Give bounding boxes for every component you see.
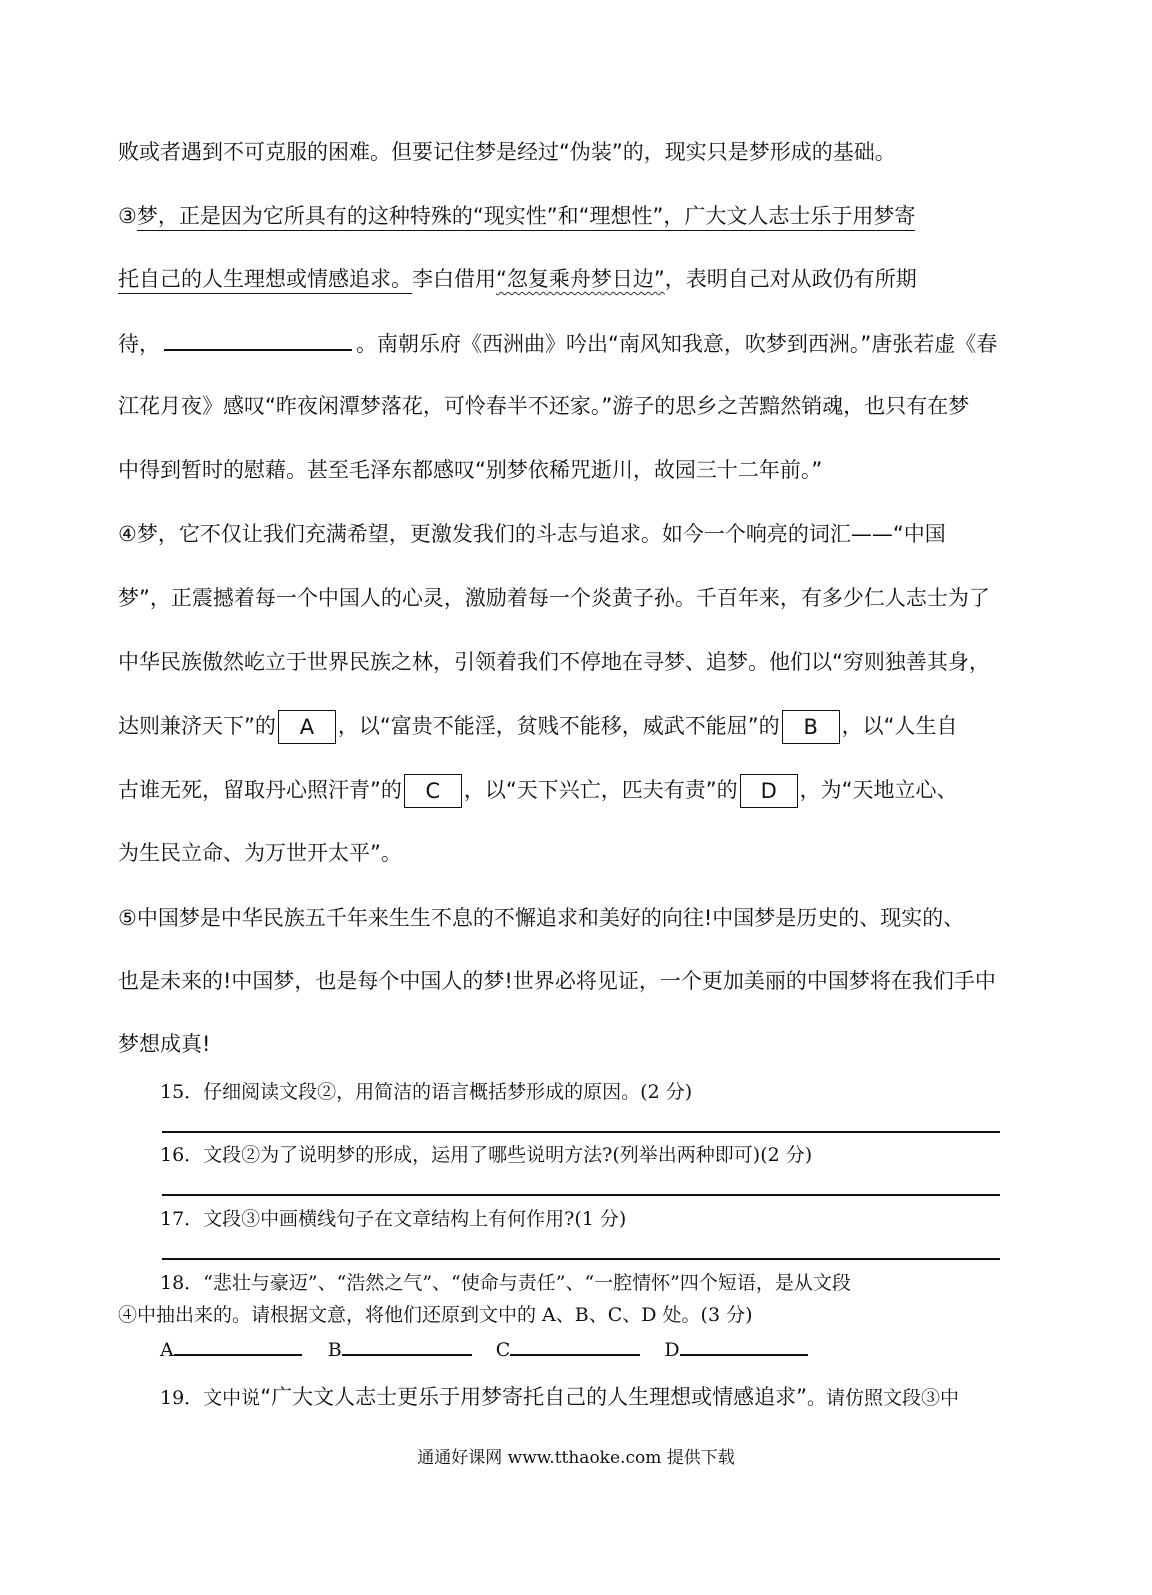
question-17: 17．文段③中画横线句子在文章结构上有何作用?(1 分) bbox=[160, 1208, 627, 1230]
para4-line5: 古谁无死，留取丹心照汗青”的 C ，以“天下兴亡，匹夫有责”的 D ，为“天地立心、 bbox=[118, 774, 958, 808]
fill-blank[interactable] bbox=[164, 329, 352, 351]
para5-line2: 也是未来的!中国梦，也是每个中国人的梦!世界必将见证，一个更加美丽的中国梦将在我们手中 bbox=[118, 969, 996, 993]
question-18-line1: 18．“悲壮与豪迈”、“浩然之气”、“使命与责任”、“一腔情怀”四个短语，是从文段 bbox=[160, 1272, 851, 1294]
para3-line4: 江花月夜》感叹“昨夜闲潭梦落花，可怜春半不还家。”游子的思乡之苦黯然销魂，也只有在梦 bbox=[118, 394, 970, 418]
answer-line-16[interactable] bbox=[162, 1194, 1000, 1196]
question-15: 15．仔细阅读文段②，用简洁的语言概括梦形成的原因。(2 分) bbox=[160, 1081, 693, 1103]
underlined-sentence-end: 托自己的人生理想或情感追求。 bbox=[118, 267, 412, 294]
para4-line4: 达则兼济天下”的 A ，以“富贵不能淫，贫贱不能移，威武不能屈”的 B ，以“人生自 bbox=[118, 710, 958, 744]
answer-line-17[interactable] bbox=[162, 1258, 1000, 1260]
answer-a-field[interactable] bbox=[174, 1334, 302, 1356]
underlined-sentence: 梦，正是因为它所具有的这种特殊的“现实性”和“理想性”，广大文人志士乐于用梦寄 bbox=[137, 204, 916, 231]
question-19: 19．文中说“广大文人志士更乐于用梦寄托自己的人生理想或情感追求”。请仿照文段③中 bbox=[160, 1385, 959, 1409]
wavy-quote: “忽复乘舟梦日边” bbox=[496, 267, 665, 291]
question-18-line2: ④中抽出来的。请根据文意，将他们还原到文中的 A、B、C、D 处。(3 分) bbox=[118, 1304, 753, 1326]
question-16: 16．文段②为了说明梦的形成，运用了哪些说明方法?(列举出两种即可)(2 分) bbox=[160, 1144, 813, 1166]
para3-line3: 待， 。南朝乐府《西洲曲》吟出“南风知我意，吹梦到西洲。”唐张若虚《春 bbox=[118, 329, 997, 358]
para2-tail: 败或者遇到不可克服的困难。但要记住梦是经过“伪装”的，现实只是梦形成的基础。 bbox=[118, 140, 896, 164]
footer-credit: 通通好课网 www.tthaoke.com 提供下载 bbox=[417, 1448, 735, 1468]
para5-line3: 梦想成真! bbox=[118, 1032, 211, 1056]
para4-line3: 中华民族傲然屹立于世界民族之林，引领着我们不停地在寻梦、追梦。他们以“穷则独善其身， bbox=[118, 650, 990, 674]
box-d[interactable]: D bbox=[740, 774, 798, 808]
para3-line1: ③梦，正是因为它所具有的这种特殊的“现实性”和“理想性”，广大文人志士乐于用梦寄 bbox=[118, 202, 915, 230]
para4-line6: 为生民立命、为万世开太平”。 bbox=[118, 841, 402, 865]
answer-b-field[interactable] bbox=[342, 1334, 472, 1356]
answer-line-15[interactable] bbox=[162, 1131, 1000, 1133]
para4-line2: 梦”，正震撼着每一个中国人的心灵，激励着每一个炎黄子孙。千百年来，有多少仁人志士为了 bbox=[118, 586, 990, 610]
para3-line5: 中得到暂时的慰藉。甚至毛泽东都感叹“别梦依稀咒逝川，故园三十二年前。” bbox=[118, 458, 823, 482]
para5-line1: ⑤中国梦是中华民族五千年来生生不息的不懈追求和美好的向往!中国梦是历史的、现实的、 bbox=[118, 906, 965, 930]
para4-line1: ④梦，它不仅让我们充满希望，更激发我们的斗志与追求。如今一个响亮的词汇——“中国 bbox=[118, 522, 946, 546]
box-c[interactable]: C bbox=[404, 774, 462, 808]
question-18-answers: A B C D bbox=[160, 1334, 808, 1363]
answer-c-field[interactable] bbox=[510, 1334, 640, 1356]
box-a[interactable]: A bbox=[278, 710, 336, 744]
para3-line2: 托自己的人生理想或情感追求。李白借用“忽复乘舟梦日边”，表明自己对从政仍有所期 bbox=[118, 265, 917, 293]
box-b[interactable]: B bbox=[782, 710, 840, 744]
answer-d-field[interactable] bbox=[680, 1334, 808, 1356]
